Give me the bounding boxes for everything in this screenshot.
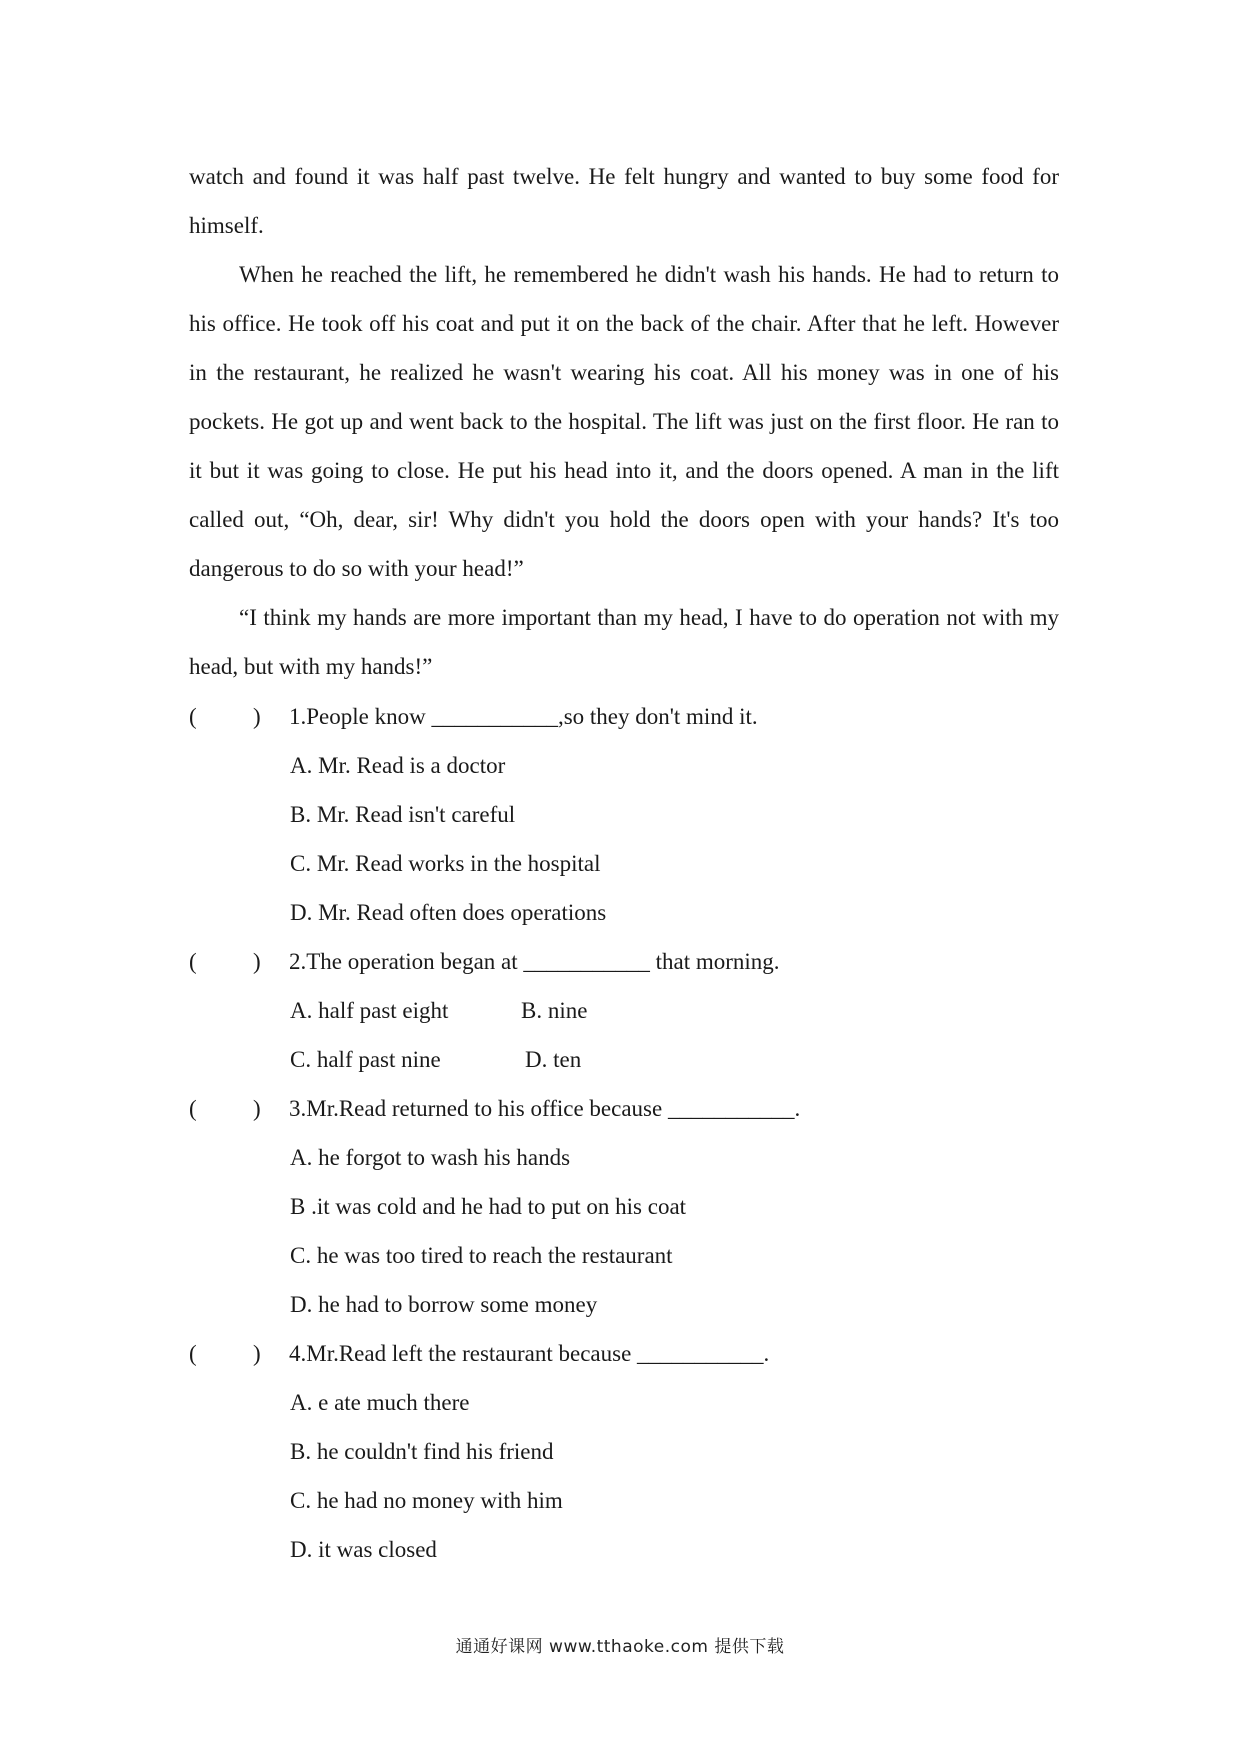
option-b [189,1427,1059,1476]
open-paren: ( [189,704,197,729]
option-text: D. it was closed [290,1537,437,1562]
option-d [189,1280,1059,1329]
option-text: D. he had to borrow some money [290,1292,598,1317]
question-stem: 1.People know ___________,so they don't mind it. [289,704,758,729]
option-a [189,741,1059,790]
answer-blank-2[interactable] [189,937,289,986]
close-paren: ) [253,1096,261,1121]
option-text: C. he was too tired to reach the restaurant [290,1243,673,1268]
page-footer: 通通好课网 www.tthaoke.com 提供下载 [455,1637,785,1657]
option-d [189,888,1059,937]
question-stem: 3.Mr.Read returned to his office because ___________. [289,1096,801,1121]
close-paren: ) [253,1341,261,1366]
answer-blank-1[interactable] [189,692,289,741]
answer-blank-3[interactable] [189,1084,289,1133]
option-b [189,1182,1059,1231]
question-2 [189,937,1059,986]
option-a: A. half past eight [290,998,449,1023]
open-paren: ( [189,1096,197,1121]
option-row-cd [189,1035,1059,1084]
question-3 [189,1084,1059,1133]
passage-paragraph-1: watch and found it was half past twelve. He felt hungry and wanted to buy some food for himself. [189,164,1059,238]
question-stem: 4.Mr.Read left the restaurant because ___________. [289,1341,770,1366]
question-1 [189,692,1059,741]
reading-passage [189,152,1059,691]
close-paren: ) [253,949,261,974]
passage-paragraph-3: “I think my hands are more important than my head, I have to do operation not with my head, but with my hands!” [189,605,1059,679]
option-c [189,1231,1059,1280]
option-text: B .it was cold and he had to put on his coat [290,1194,687,1219]
option-d [189,1525,1059,1574]
option-text: A. he forgot to wash his hands [290,1145,571,1170]
passage-paragraph-2: When he reached the lift, he remembered he didn't wash his hands. He had to return to his office. He took off his coat and put it on the back of the chair. After that he left. However in the restaurant, he realized he wasn't wearing his coat. All his money was in one of his pockets. He got up and went back to the hospital. The lift was just on the first floor. He ran to it but it was going to close. He put his head into it, and the doors opened. A man in the lift called out, “Oh, dear, sir! Why didn't you hold the doors open with your hands? It's too dangerous to do so with your head!” [189,262,1059,581]
option-text: B. he couldn't find his friend [290,1439,554,1464]
option-c [189,1476,1059,1525]
option-b: B. nine [521,998,588,1023]
option-text: B. Mr. Read isn't careful [290,802,516,827]
close-paren: ) [253,704,261,729]
question-4 [189,1329,1059,1378]
option-text: A. Mr. Read is a doctor [290,753,506,778]
option-text: D. Mr. Read often does operations [290,900,607,925]
question-stem: 2.The operation began at ___________ that morning. [289,949,780,974]
option-a [189,1133,1059,1182]
option-c: C. half past nine [290,1047,441,1072]
option-c [189,839,1059,888]
option-a [189,1378,1059,1427]
option-d: D. ten [525,1047,582,1072]
open-paren: ( [189,1341,197,1366]
option-text: A. e ate much there [290,1390,470,1415]
open-paren: ( [189,949,197,974]
option-text: C. he had no money with him [290,1488,563,1513]
answer-blank-4[interactable] [189,1329,289,1378]
option-row-ab [189,986,1059,1035]
option-b [189,790,1059,839]
option-text: C. Mr. Read works in the hospital [290,851,601,876]
question-list [189,692,1059,1574]
